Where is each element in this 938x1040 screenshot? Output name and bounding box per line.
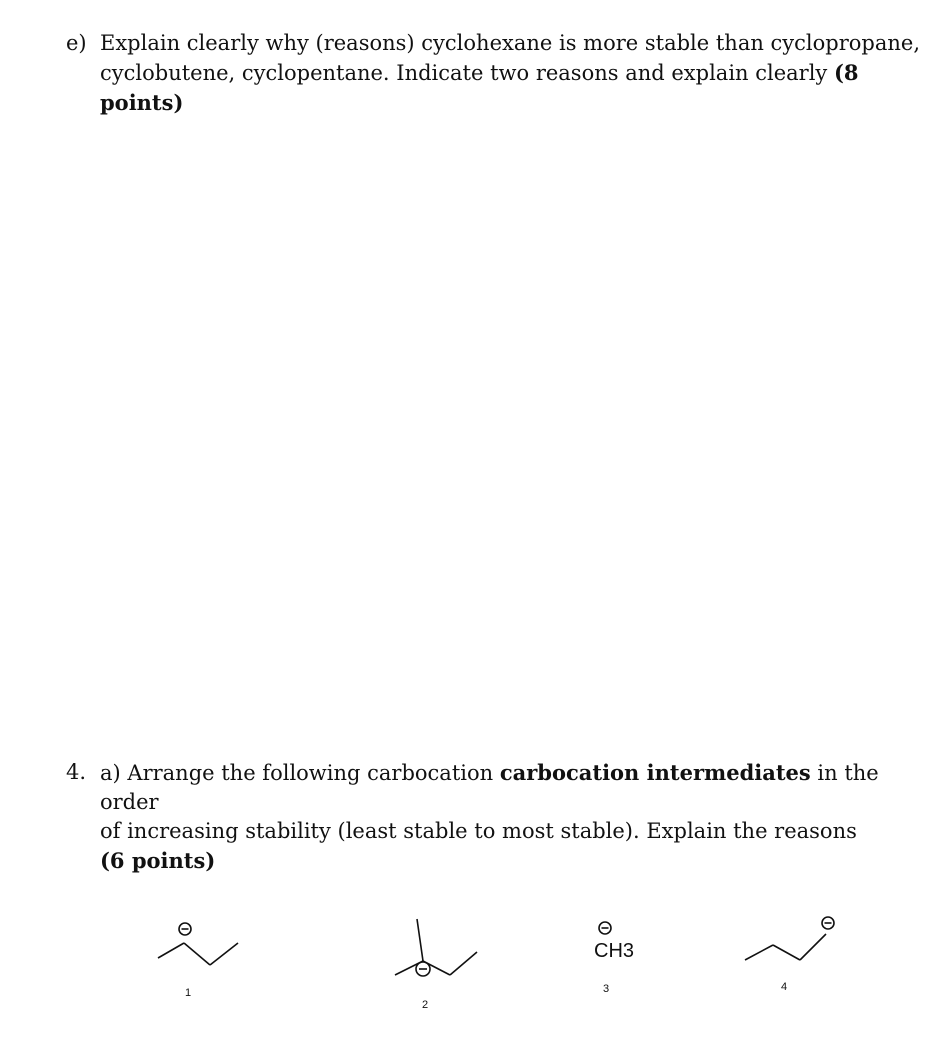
bond xyxy=(417,919,423,961)
question-4a-points: (6 points) xyxy=(100,848,216,873)
question-4a-line1: a) Arrange the following carbocation carbocation intermediates in the order xyxy=(100,760,879,814)
question-e-label: e) xyxy=(66,31,87,55)
structure-3-label: 3 xyxy=(603,983,610,995)
question-e-points: (8 points) xyxy=(100,60,859,115)
structure-4 xyxy=(740,908,840,968)
bond xyxy=(184,943,210,965)
bond xyxy=(158,943,184,958)
structure-2-label: 2 xyxy=(422,999,429,1011)
structure-1-label: 1 xyxy=(185,987,192,999)
question-4a-bold-term: carbocation intermediates xyxy=(499,760,811,785)
question-e-text xyxy=(100,29,930,118)
question-e-line2: cyclobutene, cyclopentane. Indicate two reasons and explain clearly (8 points) xyxy=(100,60,859,115)
question-4-number: 4. xyxy=(66,760,87,784)
structure-2 xyxy=(385,915,485,985)
question-4a-text xyxy=(100,758,930,876)
bond xyxy=(800,934,826,960)
bond xyxy=(773,945,800,960)
question-e-line1: Explain clearly why (reasons) cyclohexane is more stable than cyclopropane, xyxy=(100,31,920,55)
bond xyxy=(450,952,477,975)
question-4a-line2: of increasing stability (least stable to most stable). Explain the reasons xyxy=(100,819,857,843)
bond xyxy=(210,943,238,965)
structure-3-formula: CH3 xyxy=(594,940,635,962)
bond xyxy=(745,945,773,960)
structure-3-charge xyxy=(596,919,616,939)
structure-4-label: 4 xyxy=(781,981,788,993)
structure-1 xyxy=(150,915,250,975)
